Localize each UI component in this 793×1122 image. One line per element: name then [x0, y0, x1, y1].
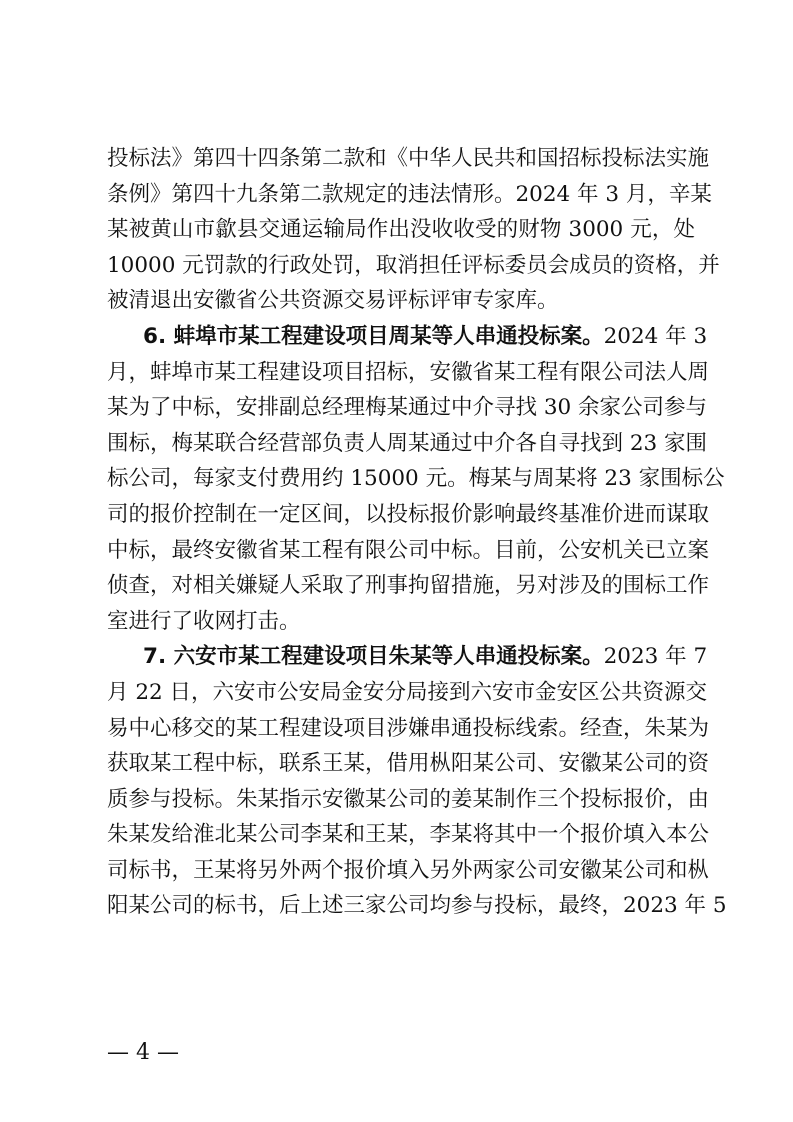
text-line: 围标，梅某联合经营部负责人周某通过中介各自寻找到 23 家围 [107, 430, 708, 456]
text-fragment: 2024 年 3 [603, 323, 708, 349]
text-line: 月，蚌埠市某工程建设项目招标，安徽省某工程有限公司法人周 [107, 359, 710, 385]
case-6-heading: 6. 蚌埠市某工程建设项目周某等人串通投标案。 [143, 323, 604, 349]
text-line: 朱某发给淮北某公司李某和王某，李某将其中一个报价填入本公 [107, 822, 710, 848]
text-line: 投标法》第四十四条第二款和《中华人民共和国招标投标法实施 [107, 146, 710, 171]
paragraph-case-7 [107, 639, 727, 924]
text-line: 阳某公司的标书，后上述三家公司均参与投标，最终，2023 年 5 [107, 893, 727, 919]
text-line [107, 639, 708, 675]
text-line: 司的报价控制在一定区间，以投标报价影响最终基准价进而谋取 [107, 501, 710, 527]
text-line: 获取某工程中标，联系王某，借用枞阳某公司、安徽某公司的资 [107, 751, 710, 777]
text-line: 侦查，对相关嫌疑人采取了刑事拘留措施，另对涉及的围标工作 [107, 573, 710, 599]
text-line: 月 22 日，六安市公安局金安分局接到六安市金安区公共资源交 [107, 679, 708, 705]
document-body [107, 141, 727, 924]
paragraph-case-6 [107, 319, 725, 639]
case-7-heading: 7. 六安市某工程建设项目朱某等人串通投标案。 [143, 644, 604, 670]
text-line: 司标书，王某将另外两个报价填入另外两家公司安徽某公司和枞 [107, 857, 710, 883]
text-line: 10000 元罚款的行政处罚，取消担任评标委员会成员的资格，并 [107, 252, 720, 278]
page-number: — 4 — [107, 1040, 179, 1065]
text-line: 室进行了收网打击。 [107, 608, 301, 634]
text-line: 标公司，每家支付费用约 15000 元。梅某与周某将 23 家围标公 [107, 466, 725, 492]
text-line [107, 319, 708, 355]
text-line: 某被黄山市歙县交通运输局作出没收收受的财物 3000 元，处 [107, 217, 695, 243]
text-line: 中标，最终安徽省某工程有限公司中标。目前，公安机关已立案 [107, 537, 710, 563]
text-line: 被清退出安徽省公共资源交易评标评审专家库。 [107, 288, 559, 314]
paragraph-case-5-continued [107, 141, 720, 319]
text-line: 易中心移交的某工程建设项目涉嫌串通投标线索。经查，朱某为 [107, 715, 710, 741]
text-line: 某为了中标，安排副总经理梅某通过中介寻找 30 余家公司参与 [107, 395, 708, 421]
text-line: 条例》第四十九条第二款规定的违法情形。2024 年 3 月，辛某 [107, 181, 712, 207]
text-fragment: 2023 年 7 [603, 644, 708, 670]
text-line: 质参与投标。朱某指示安徽某公司的姜某制作三个投标报价，由 [107, 786, 710, 812]
